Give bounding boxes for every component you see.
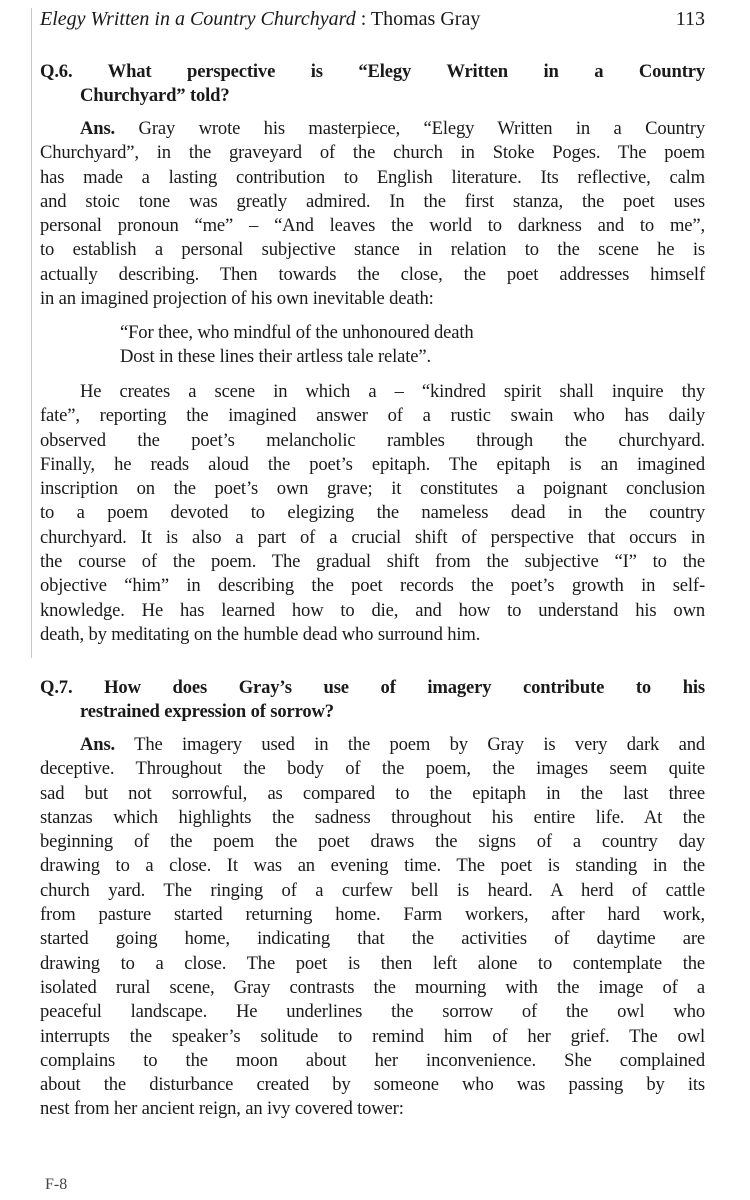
text-line: from pasture started returning home. Farm workers, after hard work, <box>40 904 705 926</box>
text-line: in an imagined projection of his own inevitable death: <box>40 288 434 310</box>
text-line: Churchyard”, in the graveyard of the church in Stoke Poges. The poem <box>40 142 705 164</box>
text-line: He creates a scene in which a – “kindred spirit shall inquire thy <box>80 381 705 402</box>
text-line: beginning of the poem the poet draws the signs of a country day <box>40 831 705 853</box>
page-margin-rule <box>31 8 32 658</box>
text-line: actually describing. Then towards the close, the poet addresses himself <box>40 263 705 285</box>
text-line: inscription on the poet’s own grave; it constitutes a poignant conclusion <box>40 478 705 500</box>
text-line: to a poem devoted to elegizing the nameless dead in the country <box>40 502 705 524</box>
text-line: interrupts the speaker’s solitude to remind him of her grief. The owl <box>40 1025 705 1047</box>
text-line: stanzas which highlights the sadness throughout his entire life. At the <box>40 806 705 828</box>
text-line: peaceful landscape. He underlines the sorrow of the owl who <box>40 1001 705 1023</box>
running-header <box>40 8 705 36</box>
line-text: The imagery used in the poem by Gray is very dark and <box>115 734 705 755</box>
text-line: isolated rural scene, Gray contrasts the mourning with the image of a <box>40 976 705 998</box>
question-7 <box>40 676 705 725</box>
text-line: church yard. The ringing of a curfew bell is heard. A herd of cattle <box>40 879 705 901</box>
text-line: has made a lasting contribution to English literature. Its reflective, calm <box>40 166 705 188</box>
answer-label: Ans. <box>80 118 116 139</box>
text-line <box>40 733 705 757</box>
running-title <box>40 8 480 31</box>
poem-quote <box>40 321 705 370</box>
answer-6-paragraph-2 <box>40 380 705 647</box>
text-line: drawing to a close. The poet is then left alone to contemplate the <box>40 952 705 974</box>
text-line: and stoic tone was greatly admired. In the first stanza, the poet uses <box>40 190 705 212</box>
answer-label: Ans. <box>80 734 116 755</box>
text-line: churchyard. It is also a part of a crucial shift of perspective that occurs in <box>40 526 705 548</box>
answer-7 <box>40 733 705 1122</box>
text-line: personal pronoun “me” – “And leaves the world to darkness and to me”, <box>40 215 705 237</box>
title-separator: : <box>355 8 371 30</box>
text-line: objective “him” in describing the poet records the poet’s growth in self- <box>40 575 705 597</box>
line-text: Gray wrote his masterpiece, “Elegy Written in a Country <box>115 118 705 139</box>
text-line: Q.6. What perspective is “Elegy Written in a Country <box>40 61 705 82</box>
text-line: drawing to a close. It was an evening time. The poet is standing in the <box>40 855 705 877</box>
author-name: Thomas Gray <box>370 8 481 30</box>
text-line: sad but not sorrowful, as compared to the epitaph in the last three <box>40 782 705 804</box>
text-line: deceptive. Throughout the body of the poem, the images seem quite <box>40 758 705 780</box>
text-line: Q.7. How does Gray’s use of imagery contribute to his <box>40 677 705 698</box>
footer-code: F-8 <box>45 1176 68 1193</box>
text-line: the course of the poem. The gradual shift from the subjective “I” to the <box>40 551 705 573</box>
page-number: 113 <box>675 8 705 30</box>
answer-6 <box>40 117 705 311</box>
text-line: to establish a personal subjective stance in relation to the scene he is <box>40 239 705 261</box>
text-line: nest from her ancient reign, an ivy covered tower: <box>40 1098 404 1120</box>
text-line: Churchyard” told? <box>80 85 230 107</box>
text-line: complains to the moon about her inconvenience. She complained <box>40 1049 705 1071</box>
text-line: “For thee, who mindful of the unhonoured death <box>120 322 474 343</box>
work-title: Elegy Written in a Country Churchyard <box>40 8 356 30</box>
text-line: about the disturbance created by someone who was passing by its <box>40 1074 705 1096</box>
text-line: observed the poet’s melancholic rambles through the churchyard. <box>40 429 705 451</box>
question-6 <box>40 60 705 109</box>
text-line: knowledge. He has learned how to die, and how to understand his own <box>40 599 705 621</box>
text-line: death, by meditating on the humble dead who surround him. <box>40 623 481 645</box>
text-line: Dost in these lines their artless tale relate”. <box>120 346 431 368</box>
text-line: restrained expression of sorrow? <box>80 701 334 723</box>
text-line <box>40 117 705 141</box>
text-line: fate”, reporting the imagined answer of a rustic swain who has daily <box>40 405 705 427</box>
text-line: started going home, indicating that the activities of daytime are <box>40 928 705 950</box>
text-line: Finally, he reads aloud the poet’s epitaph. The epitaph is an imagined <box>40 453 705 475</box>
